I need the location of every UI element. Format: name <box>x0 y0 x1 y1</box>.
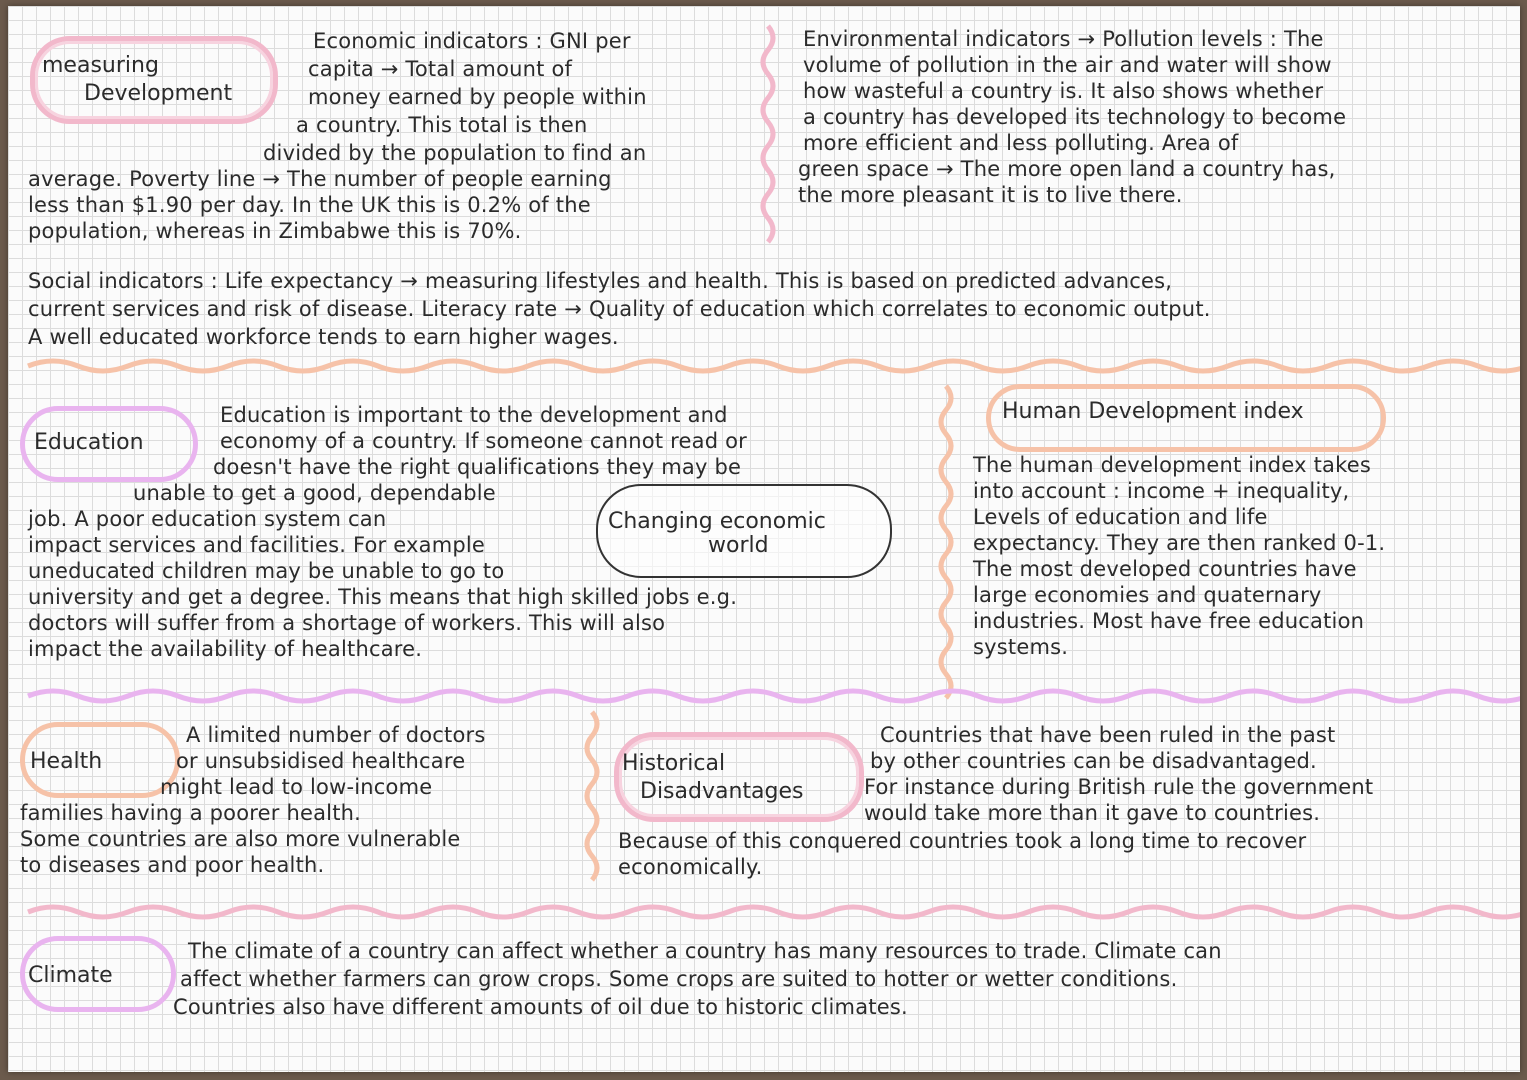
divider-mid-vertical <box>941 386 951 698</box>
hdi-line-3: Levels of education and life <box>973 505 1268 529</box>
measuring-title-line1: measuring <box>42 53 159 78</box>
divider-row-1 <box>28 361 1520 371</box>
divider-bottom-vertical <box>587 712 597 880</box>
hdi-line-5: The most developed countries have <box>973 557 1357 581</box>
divider-top-vertical <box>763 26 773 242</box>
divider-row-3 <box>28 907 1520 917</box>
historical-line-5: Because of this conquered countries took a long time to recover <box>618 829 1307 853</box>
health-title: Health <box>30 749 103 774</box>
education-line-5: job. A poor education system can <box>28 507 387 531</box>
economic-line-7: less than $1.90 per day. In the UK this is 0.2% of the <box>28 193 591 217</box>
environmental-line-6: green space → The more open land a country has, <box>798 157 1336 181</box>
education-line-9: doctors will suffer from a shortage of workers. This will also <box>28 611 666 635</box>
historical-title-cloud <box>614 732 864 822</box>
bubble-line-1: Changing economic <box>608 509 826 534</box>
economic-line-4: a country. This total is then <box>296 113 588 137</box>
health-line-3: might lead to low-income <box>160 775 433 799</box>
environmental-line-2: volume of pollution in the air and water will show <box>803 53 1332 77</box>
health-line-4: families having a poorer health. <box>20 801 362 825</box>
education-title: Education <box>34 430 144 455</box>
hdi-line-6: large economies and quaternary <box>973 583 1322 607</box>
economic-line-3: money earned by people within <box>308 85 647 109</box>
measuring-title-line2: Development <box>84 81 233 106</box>
hdi-line-7: industries. Most have free education <box>973 609 1365 633</box>
education-line-8: university and get a degree. This means that high skilled jobs e.g. <box>28 585 738 609</box>
hdi-line-1: The human development index takes <box>973 453 1371 477</box>
historical-title-line2: Disadvantages <box>640 779 804 804</box>
economic-line-5: divided by the population to find an <box>263 141 647 165</box>
health-line-1: A limited number of doctors <box>186 723 486 747</box>
hdi-line-8: systems. <box>973 635 1069 659</box>
historical-line-4: would take more than it gave to countries. <box>864 801 1321 825</box>
economic-line-6: average. Poverty line → The number of people earning <box>28 167 612 191</box>
education-line-3: doesn't have the right qualifications they may be <box>213 455 742 479</box>
education-line-6: impact services and facilities. For example <box>28 533 486 557</box>
historical-title-line1: Historical <box>622 751 726 776</box>
health-line-2: or unsubsidised healthcare <box>176 749 466 773</box>
social-line-2: current services and risk of disease. Literacy rate → Quality of education which correlates to economic output. <box>28 297 1211 321</box>
climate-line-1: The climate of a country can affect whether a country has many resources to trade. Climate can <box>188 939 1222 963</box>
historical-line-3: For instance during British rule the government <box>864 775 1374 799</box>
environmental-line-4: a country has developed its technology to become <box>803 105 1347 129</box>
notebook-page <box>8 6 1520 1072</box>
environmental-line-1: Environmental indicators → Pollution levels : The <box>803 27 1324 51</box>
environmental-line-3: how wasteful a country is. It also shows whether <box>803 79 1324 103</box>
education-line-4: unable to get a good, dependable <box>133 481 496 505</box>
health-line-6: to diseases and poor health. <box>20 853 325 877</box>
climate-line-3: Countries also have different amounts of oil due to historic climates. <box>173 995 908 1019</box>
economic-line-2: capita → Total amount of <box>308 57 573 81</box>
health-line-5: Some countries are also more vulnerable <box>20 827 461 851</box>
education-line-7: uneducated children may be unable to go to <box>28 559 505 583</box>
hdi-title: Human Development index <box>1002 399 1304 424</box>
divider-row-2 <box>28 691 1520 701</box>
economic-line-1: Economic indicators : GNI per <box>313 29 631 53</box>
social-line-1: Social indicators : Life expectancy → measuring lifestyles and health. This is based on predicted advances, <box>28 269 1173 293</box>
climate-line-2: affect whether farmers can grow crops. Some crops are suited to hotter or wetter conditions. <box>180 967 1178 991</box>
social-line-3: A well educated workforce tends to earn higher wages. <box>28 325 619 349</box>
environmental-line-7: the more pleasant it is to live there. <box>798 183 1183 207</box>
education-line-2: economy of a country. If someone cannot read or <box>220 429 747 453</box>
climate-title: Climate <box>28 963 113 988</box>
environmental-line-5: more efficient and less polluting. Area of <box>803 131 1239 155</box>
hdi-line-4: expectancy. They are then ranked 0-1. <box>973 531 1386 555</box>
hdi-line-2: into account : income + inequality, <box>973 479 1350 503</box>
education-line-1: Education is important to the development and <box>220 403 728 427</box>
historical-line-1: Countries that have been ruled in the past <box>880 723 1336 747</box>
economic-line-8: population, whereas in Zimbabwe this is 70%. <box>28 219 522 243</box>
historical-line-6: economically. <box>618 855 763 879</box>
education-line-10: impact the availability of healthcare. <box>28 637 423 661</box>
bubble-line-2: world <box>708 533 769 558</box>
measuring-title-cloud <box>30 36 278 124</box>
historical-line-2: by other countries can be disadvantaged. <box>870 749 1317 773</box>
